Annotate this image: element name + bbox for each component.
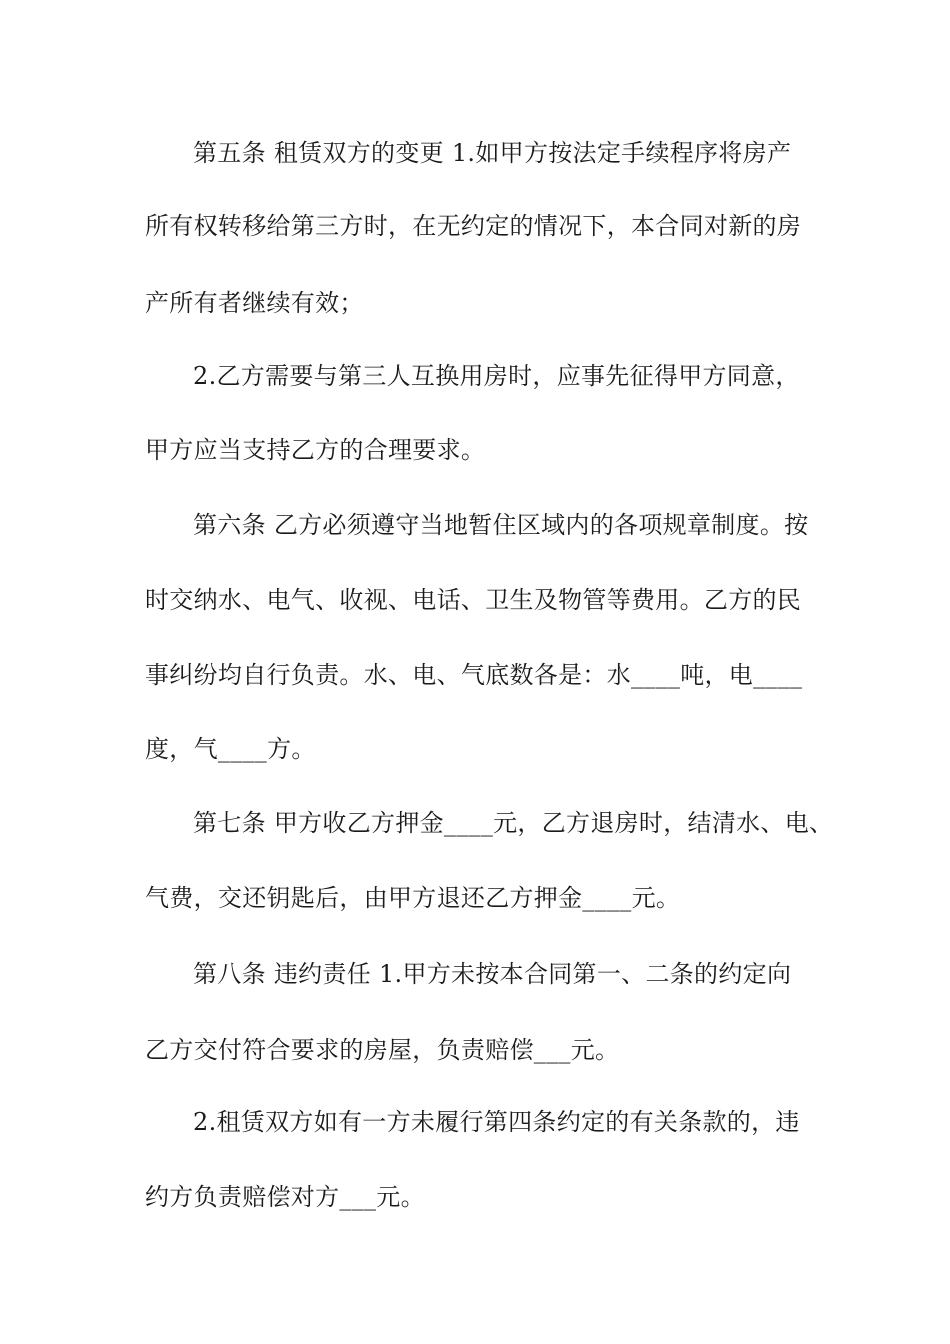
clause-8-line-1: 第八条 违约责任 1.甲方未按本合同第一、二条的约定向 xyxy=(193,960,792,988)
clause-6-line-4: 度，气____方。 xyxy=(145,735,316,763)
clause-5-item-2-line-2: 甲方应当支持乙方的合理要求。 xyxy=(145,436,486,464)
clause-5-line-3: 产所有者继续有效； xyxy=(145,289,364,317)
clause-8-item-2-line-2: 约方负责赔偿对方___元。 xyxy=(145,1183,425,1211)
clause-6-line-1: 第六条 乙方必须遵守当地暂住区域内的各项规章制度。按 xyxy=(193,511,809,539)
clause-6-line-3: 事纠纷均自行负责。水、电、气底数各是：水____吨，电____ xyxy=(145,661,803,689)
clause-8-item-2-line-1: 2.租赁双方如有一方未履行第四条约定的有关条款的，违 xyxy=(193,1108,800,1136)
clause-5-line-1: 第五条 租赁双方的变更 1.如甲方按法定手续程序将房产 xyxy=(193,139,792,167)
clause-8-line-2: 乙方交付符合要求的房屋，负责赔偿___元。 xyxy=(145,1036,620,1064)
clause-7-line-1: 第七条 甲方收乙方押金____元，乙方退房时，结清水、电、 xyxy=(193,809,834,837)
clause-5-item-2-line-1: 2.乙方需要与第三人互换用房时，应事先征得甲方同意， xyxy=(193,362,800,390)
clause-6-line-2: 时交纳水、电气、收视、电话、卫生及物管等费用。乙方的民 xyxy=(145,586,802,614)
clause-5-line-2: 所有权转移给第三方时，在无约定的情况下，本合同对新的房 xyxy=(145,212,802,240)
clause-7-line-2: 气费，交还钥匙后，由甲方退还乙方押金____元。 xyxy=(145,884,681,912)
